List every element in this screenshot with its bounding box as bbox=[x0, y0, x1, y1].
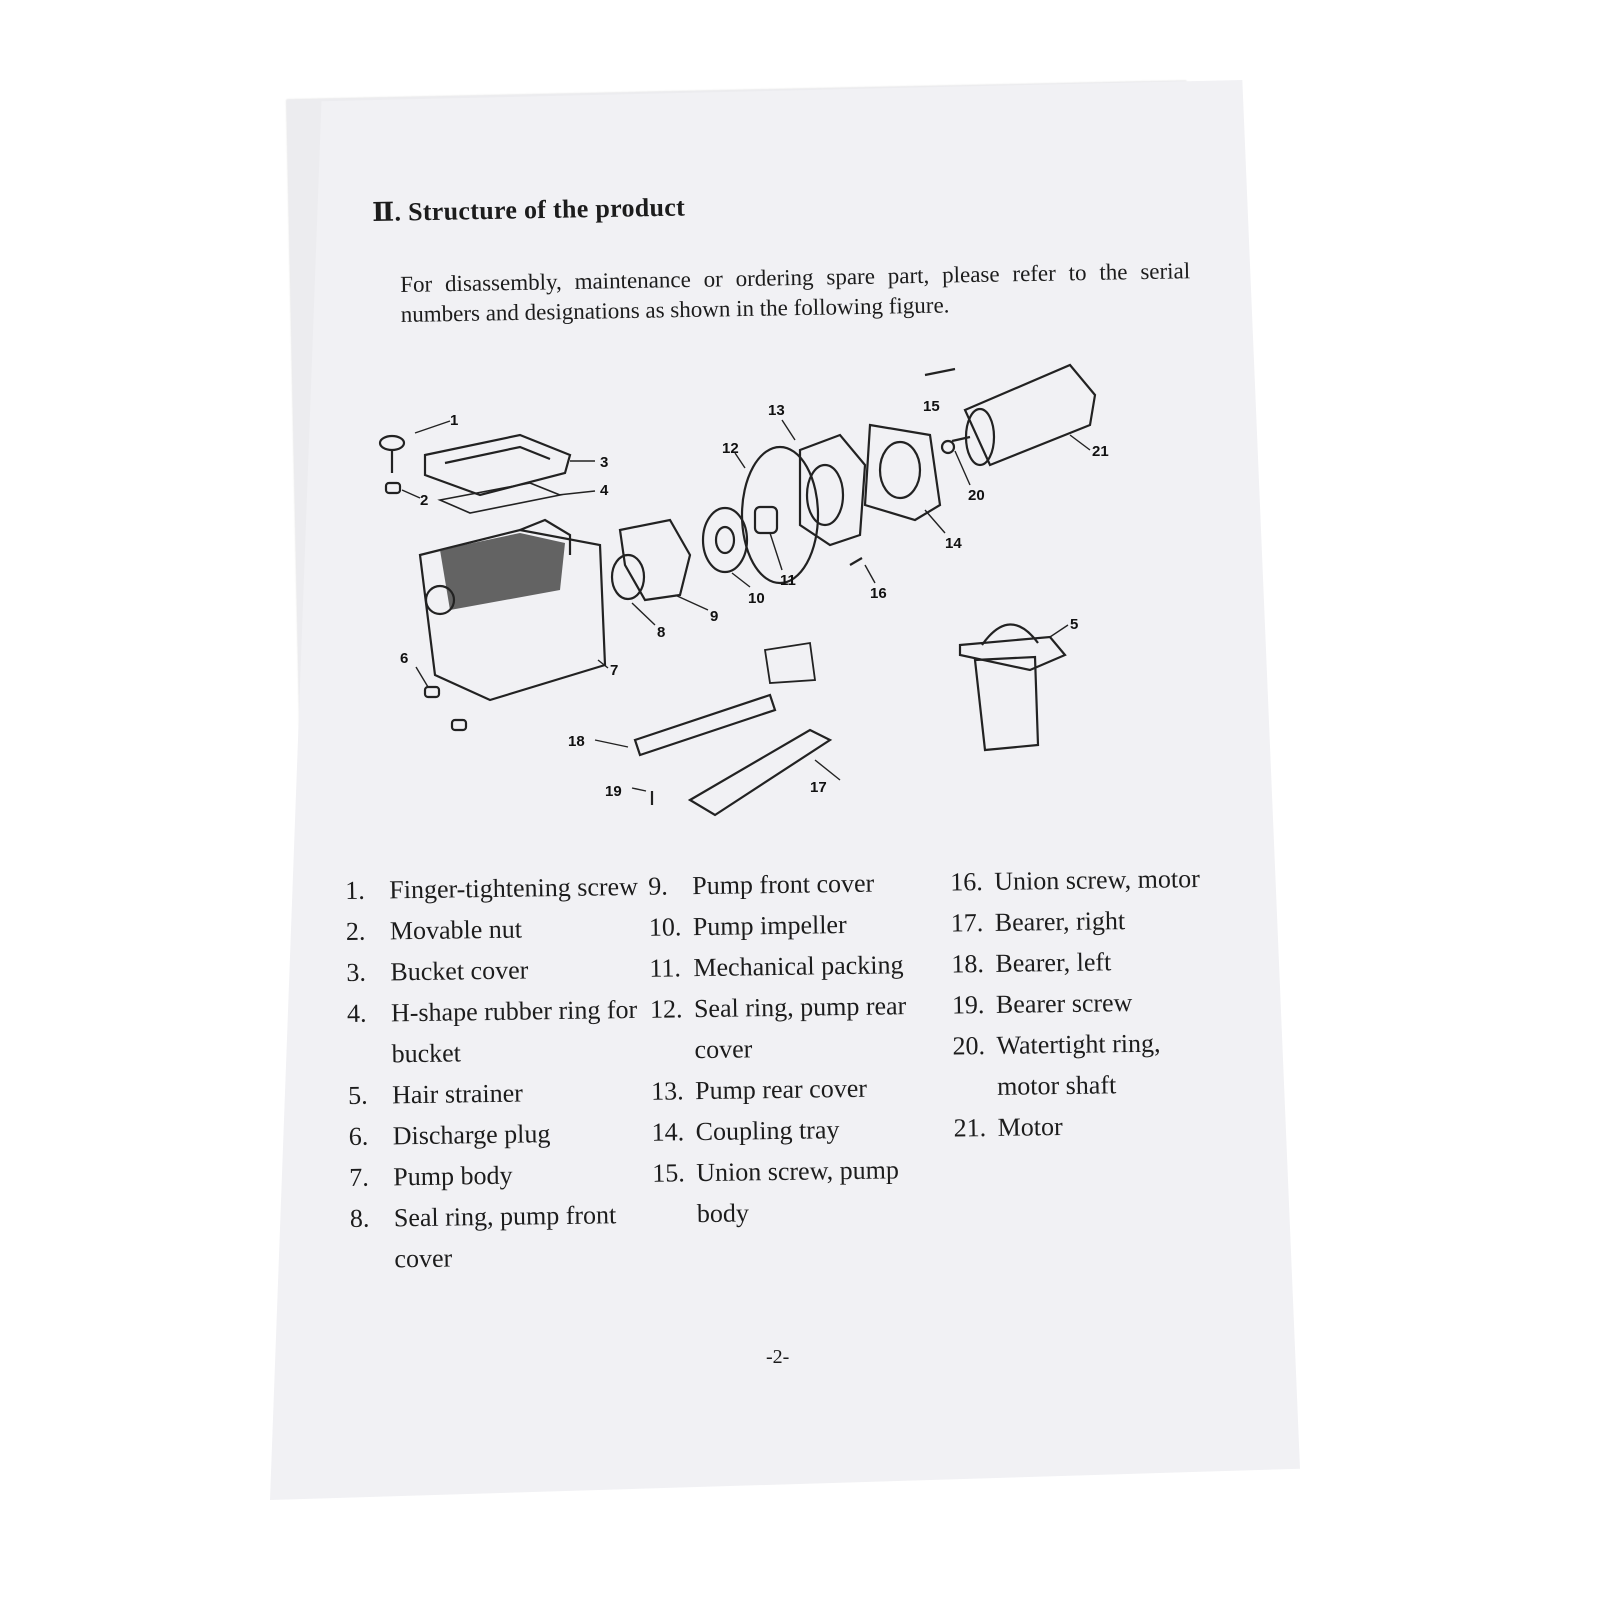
part-6-plug-b bbox=[452, 720, 466, 730]
callout-3: 3 bbox=[600, 454, 609, 471]
list-item: 9. Pump front cover bbox=[648, 868, 875, 901]
callout-13: 13 bbox=[768, 402, 785, 419]
part-16-union-screw bbox=[850, 558, 862, 565]
section-title: Ⅱ. Structure of the product bbox=[372, 192, 686, 227]
callout-10: 10 bbox=[748, 590, 765, 607]
list-item: 15. Union screw, pump body bbox=[652, 1155, 900, 1229]
callout-15: 15 bbox=[923, 398, 940, 415]
exploded-pump-diagram bbox=[370, 355, 1150, 845]
list-item: 2. Movable nut bbox=[345, 914, 523, 946]
list-item: 20. Watertight ring, motor shaft bbox=[952, 1028, 1161, 1101]
part-18-bearer-left bbox=[635, 695, 775, 755]
list-item: 4. H-shape rubber ring for bucket bbox=[346, 994, 638, 1069]
callout-5: 5 bbox=[1070, 616, 1079, 633]
part-3-bucket-cover bbox=[425, 435, 570, 495]
parts-column-2 bbox=[648, 862, 953, 1235]
part-14-coupling-tray bbox=[865, 425, 940, 520]
part-17-bearer-right bbox=[690, 730, 830, 815]
list-item: 13. Pump rear cover bbox=[650, 1073, 868, 1106]
part-8-seal-ring bbox=[612, 555, 644, 599]
callout-19: 19 bbox=[605, 783, 622, 800]
callout-11: 11 bbox=[780, 572, 796, 589]
part-20-watertight-ring bbox=[942, 441, 954, 453]
part-2-nut bbox=[386, 483, 400, 493]
list-item: 3. Bucket cover bbox=[346, 955, 529, 987]
list-item: 17. Bearer, right bbox=[950, 906, 1126, 938]
list-item: 18. Bearer, left bbox=[951, 947, 1112, 979]
list-item: 14. Coupling tray bbox=[651, 1115, 840, 1147]
parts-column-1 bbox=[345, 866, 651, 1280]
list-item: 11. Mechanical packing bbox=[649, 950, 904, 983]
part-5-hair-strainer bbox=[960, 624, 1065, 750]
list-item: 12. Seal ring, pump rear cover bbox=[649, 991, 907, 1065]
callout-14: 14 bbox=[945, 535, 962, 552]
callout-20: 20 bbox=[968, 487, 985, 504]
part-10-impeller bbox=[703, 508, 747, 572]
part-9-front-cover bbox=[620, 520, 690, 600]
callout-17: 17 bbox=[810, 779, 827, 796]
callout-6: 6 bbox=[400, 650, 409, 667]
callout-2: 2 bbox=[420, 492, 429, 509]
part-11-mech-packing bbox=[755, 507, 777, 533]
part-15-union-screw bbox=[925, 369, 955, 375]
callout-8: 8 bbox=[657, 624, 666, 641]
list-item: 19. Bearer screw bbox=[951, 988, 1133, 1020]
list-item: 1. Finger-tightening screw bbox=[345, 871, 639, 905]
callout-21: 21 bbox=[1092, 443, 1109, 460]
part-13-rear-cover bbox=[800, 435, 865, 545]
callout-16: 16 bbox=[870, 585, 887, 602]
callout-18: 18 bbox=[568, 733, 585, 750]
parts-column-3 bbox=[950, 858, 1214, 1149]
part-1-finger-screw bbox=[380, 436, 404, 473]
page-number: -2- bbox=[766, 1346, 790, 1368]
list-item: 8. Seal ring, pump front cover bbox=[349, 1200, 617, 1274]
list-item: 7. Pump body bbox=[349, 1160, 513, 1192]
list-item: 16. Union screw, motor bbox=[950, 864, 1200, 897]
part-21-motor bbox=[952, 365, 1095, 465]
list-item: 6. Discharge plug bbox=[348, 1119, 551, 1151]
list-item: 21. Motor bbox=[953, 1112, 1063, 1143]
list-item: 5. Hair strainer bbox=[347, 1078, 524, 1110]
part-7-pump-body bbox=[420, 520, 605, 700]
part-6-plug-a bbox=[425, 687, 439, 697]
list-item: 10. Pump impeller bbox=[648, 910, 847, 942]
intro-paragraph: For disassembly, maintenance or ordering spare part, please refer to the serial numbers and designations as shown in the following figure. bbox=[400, 258, 1191, 327]
callout-9: 9 bbox=[710, 608, 719, 625]
callout-1: 1 bbox=[450, 412, 459, 429]
callout-12: 12 bbox=[722, 440, 739, 457]
callout-4: 4 bbox=[600, 482, 609, 499]
callout-7: 7 bbox=[610, 662, 619, 679]
